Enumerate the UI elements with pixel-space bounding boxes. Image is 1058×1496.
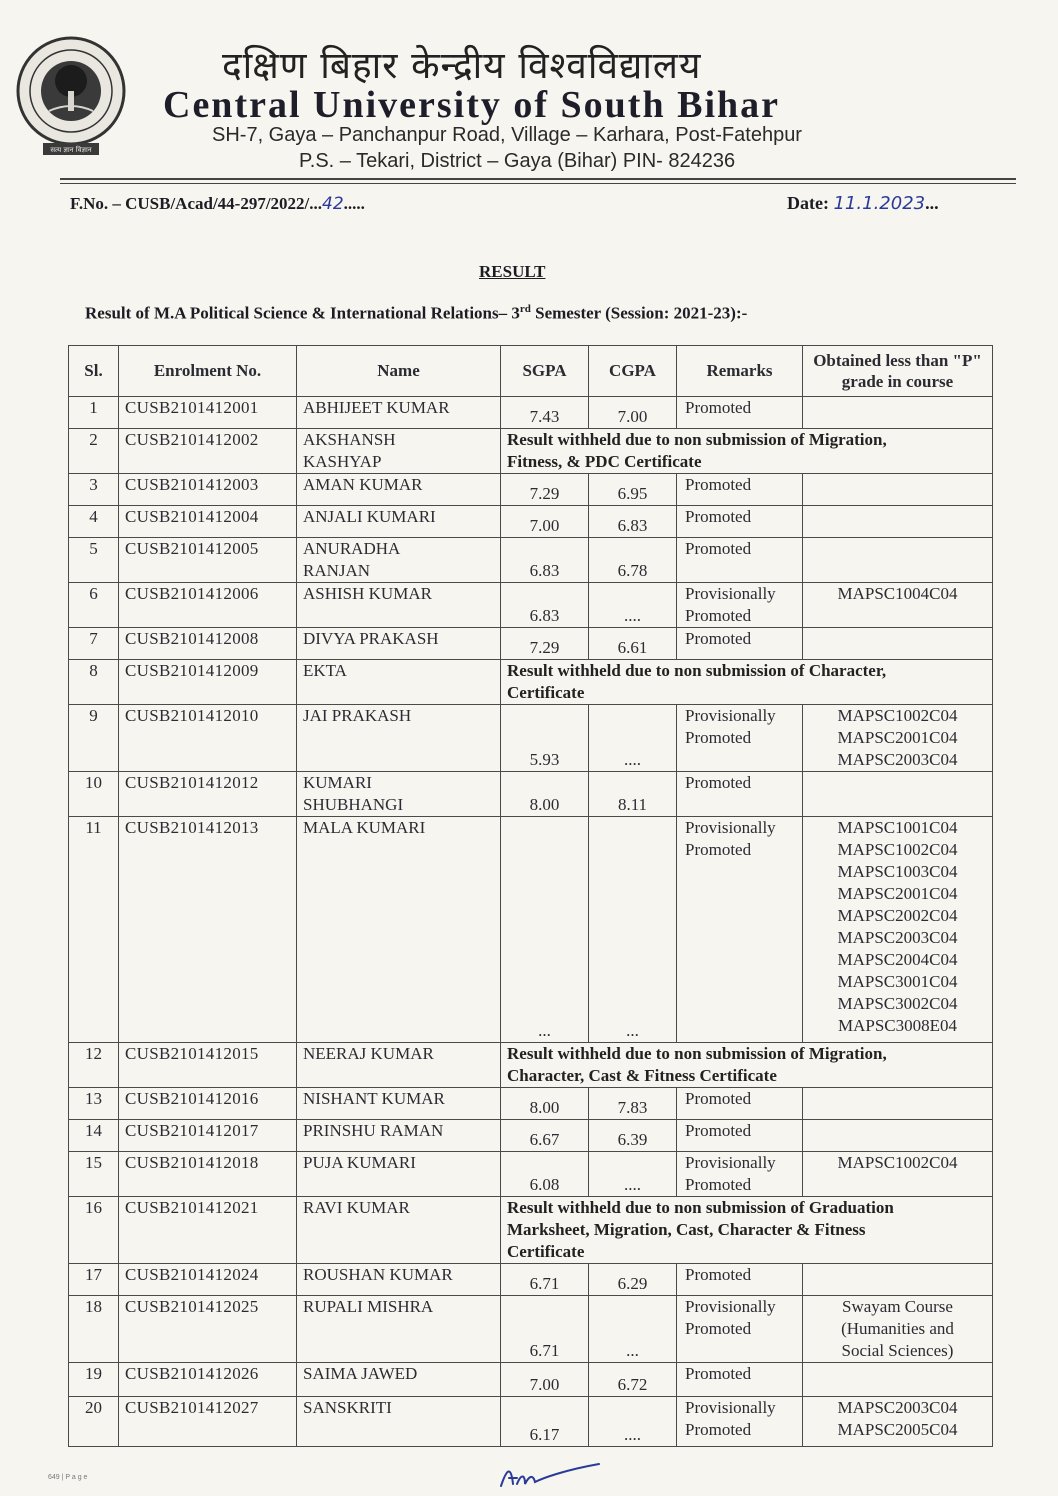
table-header-row [69,346,993,397]
seal-caption: सत्य ज्ञान विज्ञान [50,146,92,154]
table-row [69,660,993,705]
header-name: Name [297,346,501,397]
remark-line: Promoted [685,507,752,526]
course-code: MAPSC3001C04 [837,972,958,991]
cell-name [297,628,501,660]
name-line: ANJALI KUMARI [303,507,436,526]
remark-line: Promoted [685,475,752,494]
cell-withheld-note [501,429,993,474]
university-seal-icon [15,35,127,161]
cell-sgpa: 7.00 [501,506,589,538]
cell-courses [803,538,993,583]
cell-sl: 7 [69,628,119,660]
cell-enrolment: CUSB2101412010 [119,705,297,772]
file-number-label: F.No. – CUSB/Acad/44-297/2022/... [70,194,323,213]
table-body [69,397,993,1447]
cell-sgpa: 7.29 [501,474,589,506]
cell-courses [803,817,993,1043]
cell-cgpa: 7.00 [589,397,677,429]
cell-withheld-note [501,1043,993,1088]
name-line: SANSKRITI [303,1398,392,1417]
cell-cgpa: ... [589,817,677,1043]
cell-courses [803,397,993,429]
remark-line: Promoted [685,1175,752,1194]
cell-sgpa: 6.17 [501,1397,589,1447]
table-row [69,1363,993,1397]
cell-cgpa: .... [589,1397,677,1447]
cell-sl: 2 [69,429,119,474]
cell-remarks [677,1088,803,1120]
cell-remarks [677,1363,803,1397]
name-line: KASHYAP [303,452,382,471]
cell-sgpa: 8.00 [501,772,589,817]
course-code: MAPSC2001C04 [837,884,958,903]
table-row [69,538,993,583]
file-number [70,194,365,214]
header-cgpa: CGPA [589,346,677,397]
document-date [787,193,939,214]
cell-name [297,1088,501,1120]
cell-remarks [677,817,803,1043]
date-dots: ... [925,193,939,213]
cell-enrolment: CUSB2101412021 [119,1197,297,1264]
cell-enrolment: CUSB2101412015 [119,1043,297,1088]
name-line: RAVI KUMAR [303,1198,410,1217]
cell-sgpa: 6.67 [501,1120,589,1152]
cell-enrolment: CUSB2101412026 [119,1363,297,1397]
header-rule [60,178,1016,180]
cell-name [297,1197,501,1264]
cell-enrolment: CUSB2101412016 [119,1088,297,1120]
remark-line: Promoted [685,1121,752,1140]
cell-cgpa: 6.83 [589,506,677,538]
cell-sgpa: 6.71 [501,1296,589,1363]
cell-name [297,1397,501,1447]
cell-name [297,506,501,538]
cell-withheld-note [501,1197,993,1264]
cell-remarks [677,506,803,538]
name-line: JAI PRAKASH [303,706,412,725]
name-line: ANURADHA [303,539,401,558]
page-title: RESULT [479,262,546,281]
signature-icon [495,1458,605,1494]
table-row [69,1152,993,1197]
remark-line: Promoted [685,539,752,558]
header-sgpa: SGPA [501,346,589,397]
cell-sgpa: 7.43 [501,397,589,429]
cell-sl: 5 [69,538,119,583]
table-row [69,628,993,660]
cell-sl: 15 [69,1152,119,1197]
cell-name [297,772,501,817]
remark-line: Provisionally [685,1398,776,1417]
table-row [69,1296,993,1363]
cell-remarks [677,772,803,817]
table-row [69,1397,993,1447]
cell-enrolment: CUSB2101412027 [119,1397,297,1447]
table-row [69,817,993,1043]
cell-sl: 8 [69,660,119,705]
cell-name [297,660,501,705]
name-line: ROUSHAN KUMAR [303,1265,453,1284]
withheld-line: Result withheld due to non submission of Migration, [507,430,887,449]
cell-cgpa: 6.61 [589,628,677,660]
cell-remarks [677,474,803,506]
course-code: MAPSC2003C04 [837,928,958,947]
file-number-dots: ..... [343,194,365,213]
table-row [69,474,993,506]
name-line: KUMARI [303,773,372,792]
cell-sgpa: 6.71 [501,1264,589,1296]
course-code: MAPSC2003C04 [837,750,958,769]
remark-line: Provisionally [685,1297,776,1316]
course-code: MAPSC1002C04 [837,840,958,859]
date-handwritten: 11.1.2023 [833,193,926,214]
cell-name [297,538,501,583]
course-code: MAPSC2004C04 [837,950,958,969]
cell-cgpa: 6.95 [589,474,677,506]
course-code: MAPSC1001C04 [837,818,958,837]
cell-cgpa: .... [589,1152,677,1197]
cell-cgpa: .... [589,583,677,628]
cell-remarks [677,583,803,628]
date-label: Date: [787,193,829,213]
cell-enrolment: CUSB2101412024 [119,1264,297,1296]
remark-line: Promoted [685,398,752,417]
cell-cgpa: 8.11 [589,772,677,817]
cell-name [297,1152,501,1197]
cell-sgpa: 5.93 [501,705,589,772]
cell-sl: 16 [69,1197,119,1264]
subtitle-sup: rd [519,303,531,315]
name-line: EKTA [303,661,347,680]
cell-sl: 20 [69,1397,119,1447]
cell-enrolment: CUSB2101412005 [119,538,297,583]
course-code: MAPSC2002C04 [837,906,958,925]
cell-remarks [677,1152,803,1197]
cell-sl: 17 [69,1264,119,1296]
name-line: RUPALI MISHRA [303,1297,434,1316]
remark-line: Promoted [685,1265,752,1284]
course-code: MAPSC1003C04 [837,862,958,881]
cell-sgpa: ... [501,817,589,1043]
cell-sgpa: 6.08 [501,1152,589,1197]
cell-cgpa: 7.83 [589,1088,677,1120]
cell-remarks [677,1120,803,1152]
name-line: MALA KUMARI [303,818,426,837]
page-number: 649 | P a g e [48,1474,88,1481]
header-obtained-less: Obtained less than "P" grade in course [803,346,993,397]
withheld-line: Result withheld due to non submission of Graduation [507,1198,894,1217]
cell-name [297,705,501,772]
cell-cgpa: .... [589,705,677,772]
course-code: MAPSC2001C04 [837,728,958,747]
name-line: AMAN KUMAR [303,475,423,494]
cell-enrolment: CUSB2101412002 [119,429,297,474]
remark-line: Promoted [685,728,752,747]
cell-remarks [677,538,803,583]
cell-name [297,1043,501,1088]
cell-courses [803,1296,993,1363]
cell-courses [803,506,993,538]
result-table [68,345,993,1447]
result-subtitle [85,303,747,324]
address-line-2: P.S. – Tekari, District – Gaya (Bihar) PIN- 824236 [299,150,736,172]
cell-name [297,1264,501,1296]
course-code: MAPSC3008E04 [837,1016,958,1035]
withheld-line: Result withheld due to non submission of Migration, [507,1044,887,1063]
header-sl: Sl. [69,346,119,397]
cell-courses [803,1088,993,1120]
cell-cgpa: 6.39 [589,1120,677,1152]
university-name-english: Central University of South Bihar [163,84,780,126]
table-row [69,1120,993,1152]
table-row [69,772,993,817]
name-line: AKSHANSH [303,430,396,449]
withheld-line: Certificate [507,683,585,702]
name-line: PRINSHU RAMAN [303,1121,444,1140]
cell-sl: 10 [69,772,119,817]
cell-sl: 12 [69,1043,119,1088]
cell-remarks [677,1397,803,1447]
cell-name [297,397,501,429]
table-row [69,1264,993,1296]
cell-name [297,429,501,474]
cell-courses [803,583,993,628]
cell-courses [803,1264,993,1296]
cell-courses [803,1152,993,1197]
remark-line: Provisionally [685,706,776,725]
cell-enrolment: CUSB2101412008 [119,628,297,660]
course-code: MAPSC1002C04 [837,706,958,725]
header-remarks: Remarks [677,346,803,397]
cell-sl: 3 [69,474,119,506]
remark-line: Promoted [685,606,752,625]
name-line: ABHIJEET KUMAR [303,398,450,417]
cell-enrolment: CUSB2101412017 [119,1120,297,1152]
remark-line: Promoted [685,1364,752,1383]
remark-line: Promoted [685,773,752,792]
cell-sgpa: 6.83 [501,538,589,583]
cell-enrolment: CUSB2101412003 [119,474,297,506]
remark-line: Provisionally [685,818,776,837]
subtitle-tail: Semester (Session: 2021-23):- [530,303,748,323]
address-line-1: SH-7, Gaya – Panchanpur Road, Village – Karhara, Post-Fatehpur [212,124,802,146]
cell-sl: 1 [69,397,119,429]
cell-enrolment: CUSB2101412006 [119,583,297,628]
cell-cgpa: ... [589,1296,677,1363]
cell-sl: 4 [69,506,119,538]
course-code: MAPSC1004C04 [837,584,958,603]
cell-courses [803,772,993,817]
cell-remarks [677,1264,803,1296]
cell-enrolment: CUSB2101412018 [119,1152,297,1197]
cell-courses [803,1363,993,1397]
cell-remarks [677,628,803,660]
university-name-hindi: दक्षिण बिहार केन्द्रीय विश्वविद्यालय [222,44,702,87]
letterhead [0,0,1058,190]
name-line: PUJA KUMARI [303,1153,416,1172]
cell-sl: 6 [69,583,119,628]
remark-line: Provisionally [685,1153,776,1172]
cell-cgpa: 6.78 [589,538,677,583]
name-line: NISHANT KUMAR [303,1089,445,1108]
course-code: Swayam Course [842,1297,953,1316]
header-enrolment: Enrolment No. [119,346,297,397]
cell-sgpa: 8.00 [501,1088,589,1120]
cell-sl: 13 [69,1088,119,1120]
cell-courses [803,628,993,660]
cell-name [297,1120,501,1152]
name-line: SHUBHANGI [303,795,404,814]
table-row [69,1088,993,1120]
name-line: ASHISH KUMAR [303,584,432,603]
remark-line: Promoted [685,840,752,859]
course-code: MAPSC1002C04 [837,1153,958,1172]
file-number-handwritten: 42 [322,194,344,214]
cell-courses [803,474,993,506]
course-code: MAPSC3002C04 [837,994,958,1013]
cell-name [297,1296,501,1363]
cell-remarks [677,705,803,772]
withheld-line: Certificate [507,1242,585,1261]
course-code: Social Sciences) [841,1341,954,1360]
cell-sl: 19 [69,1363,119,1397]
cell-withheld-note [501,660,993,705]
course-code: (Humanities and [841,1319,954,1338]
cell-cgpa: 6.72 [589,1363,677,1397]
cell-name [297,474,501,506]
name-line: RANJAN [303,561,371,580]
cell-name [297,1363,501,1397]
header-rule-thin [60,183,1016,184]
table-row [69,429,993,474]
cell-name [297,583,501,628]
table-row [69,506,993,538]
cell-remarks [677,397,803,429]
withheld-line: Fitness, & PDC Certificate [507,452,702,471]
cell-cgpa: 6.29 [589,1264,677,1296]
cell-sgpa: 6.83 [501,583,589,628]
table-row [69,583,993,628]
cell-courses [803,1397,993,1447]
remark-line: Promoted [685,629,752,648]
withheld-line: Result withheld due to non submission of Character, [507,661,887,680]
cell-sl: 11 [69,817,119,1043]
cell-enrolment: CUSB2101412013 [119,817,297,1043]
course-code: MAPSC2005C04 [837,1420,958,1439]
table-row [69,1197,993,1264]
remark-line: Promoted [685,1089,752,1108]
name-line: SAIMA JAWED [303,1364,418,1383]
cell-sl: 14 [69,1120,119,1152]
table-row [69,397,993,429]
cell-courses [803,1120,993,1152]
cell-sgpa: 7.29 [501,628,589,660]
remark-line: Provisionally [685,584,776,603]
cell-enrolment: CUSB2101412009 [119,660,297,705]
cell-sgpa: 7.00 [501,1363,589,1397]
name-line: DIVYA PRAKASH [303,629,439,648]
withheld-line: Marksheet, Migration, Cast, Character & Fitness [507,1220,866,1239]
subtitle-text: Result of M.A Political Science & International Relations– 3 [85,303,520,323]
cell-enrolment: CUSB2101412012 [119,772,297,817]
cell-courses [803,705,993,772]
remark-line: Promoted [685,1420,752,1439]
cell-remarks [677,1296,803,1363]
table-row [69,1043,993,1088]
cell-enrolment: CUSB2101412001 [119,397,297,429]
cell-name [297,817,501,1043]
cell-sl: 18 [69,1296,119,1363]
table-row [69,705,993,772]
cell-enrolment: CUSB2101412004 [119,506,297,538]
withheld-line: Character, Cast & Fitness Certificate [507,1066,777,1085]
cell-enrolment: CUSB2101412025 [119,1296,297,1363]
cell-sl: 9 [69,705,119,772]
name-line: NEERAJ KUMAR [303,1044,434,1063]
remark-line: Promoted [685,1319,752,1338]
course-code: MAPSC2003C04 [837,1398,958,1417]
